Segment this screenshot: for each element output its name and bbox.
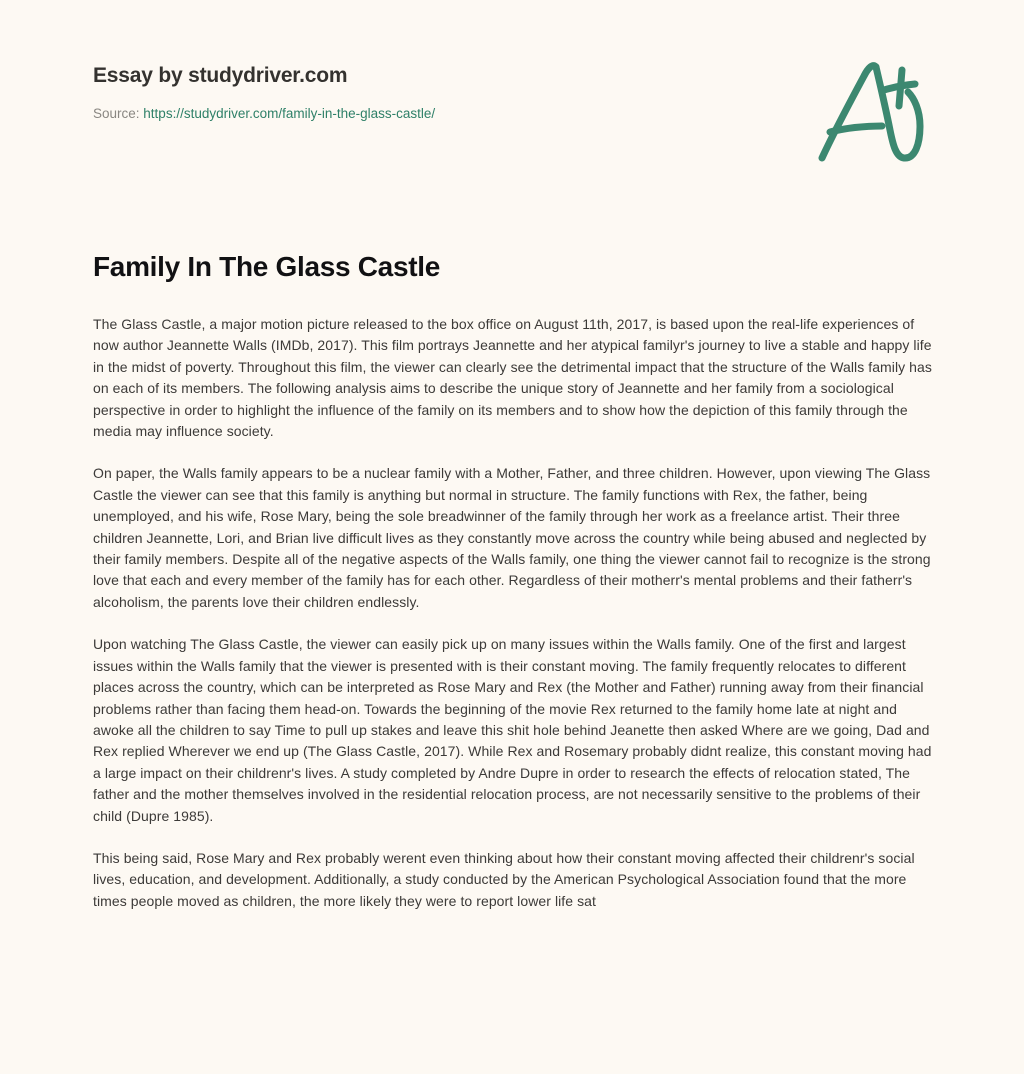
article <box>93 248 938 912</box>
source-url-link[interactable]: https://studydriver.com/family-in-the-glass-castle/ <box>143 106 436 121</box>
source-line <box>93 104 733 124</box>
article-body <box>93 314 938 912</box>
page-title: Family In The Glass Castle <box>93 251 440 282</box>
source-label: Source: <box>93 106 140 121</box>
essay-by-heading: Essay by studydriver.com <box>93 64 348 87</box>
article-paragraph: The Glass Castle, a major motion picture released to the box office on August 11th, 2017, is based upon the real-life experiences of now author Jeannette Walls (IMDb, 2017). This film portrays Jeannette and her atypical familyr's journey to live a stable and happy life in the midst of poverty. Throughout this film, the viewer can clearly see the detrimental impact that the structure of the Walls family has on each of its members. The following analysis aims to describe the unique story of Jeannette and her family from a sociological perspective in order to highlight the influence of the family on its members and to show how the depiction of this family through the media may influence society. <box>93 316 932 440</box>
article-paragraph: This being said, Rose Mary and Rex probably werent even thinking about how their constant moving affected their childrenr's social lives, education, and development. Additionally, a study conducted by the American Psychological Association found that the more times people moved as children, the more likely they were to report lower life sat <box>93 849 915 909</box>
header-text-block <box>93 62 733 124</box>
article-paragraph: On paper, the Walls family appears to be a nuclear family with a Mother, Father, and three children. However, upon viewing The Glass Castle the viewer can see that this family is anything but normal in structure. The family functions with Rex, the father, being unemployed, and his wife, Rose Mary, being the sole breadwinner of the family through her work as a freelance artist. Their three children Jeannette, Lori, and Brian live difficult lives as they constantly move across the country while being abused and neglected by their family members. Despite all of the negative aspects of the Walls family, one thing the viewer cannot fail to recognize is the strong love that each and every member of the family has for each other. Regardless of their motherr's mental problems and their fatherr's alcoholism, the parents love their children endlessly. <box>93 465 931 610</box>
studydriver-a-plus-logo-icon <box>808 58 928 166</box>
page-header <box>0 0 1024 200</box>
article-paragraph: Upon watching The Glass Castle, the viewer can easily pick up on many issues within the Walls family. One of the first and largest issues within the Walls family that the viewer is presented with is their constant moving. The family frequently relocates to different places across the country, which can be interpreted as Rose Mary and Rex (the Mother and Father) running away from their financial problems rather than facing them head-on. Towards the beginning of the movie Rex returned to the family home late at night and awoke all the children to say Time to pull up stakes and leave this shit hole behind Jeanette then asked Where are we going, Dad and Rex replied Wherever we end up (The Glass Castle, 2017). While Rex and Rosemary probably didnt realize, this constant moving had a large impact on their childrenr's lives. A study completed by Andre Dupre in order to research the effects of relocation stated, The father and the mother themselves involved in the residential relocation process, are not necessarily sensitive to the problems of their child (Dupre 1985). <box>93 636 932 824</box>
